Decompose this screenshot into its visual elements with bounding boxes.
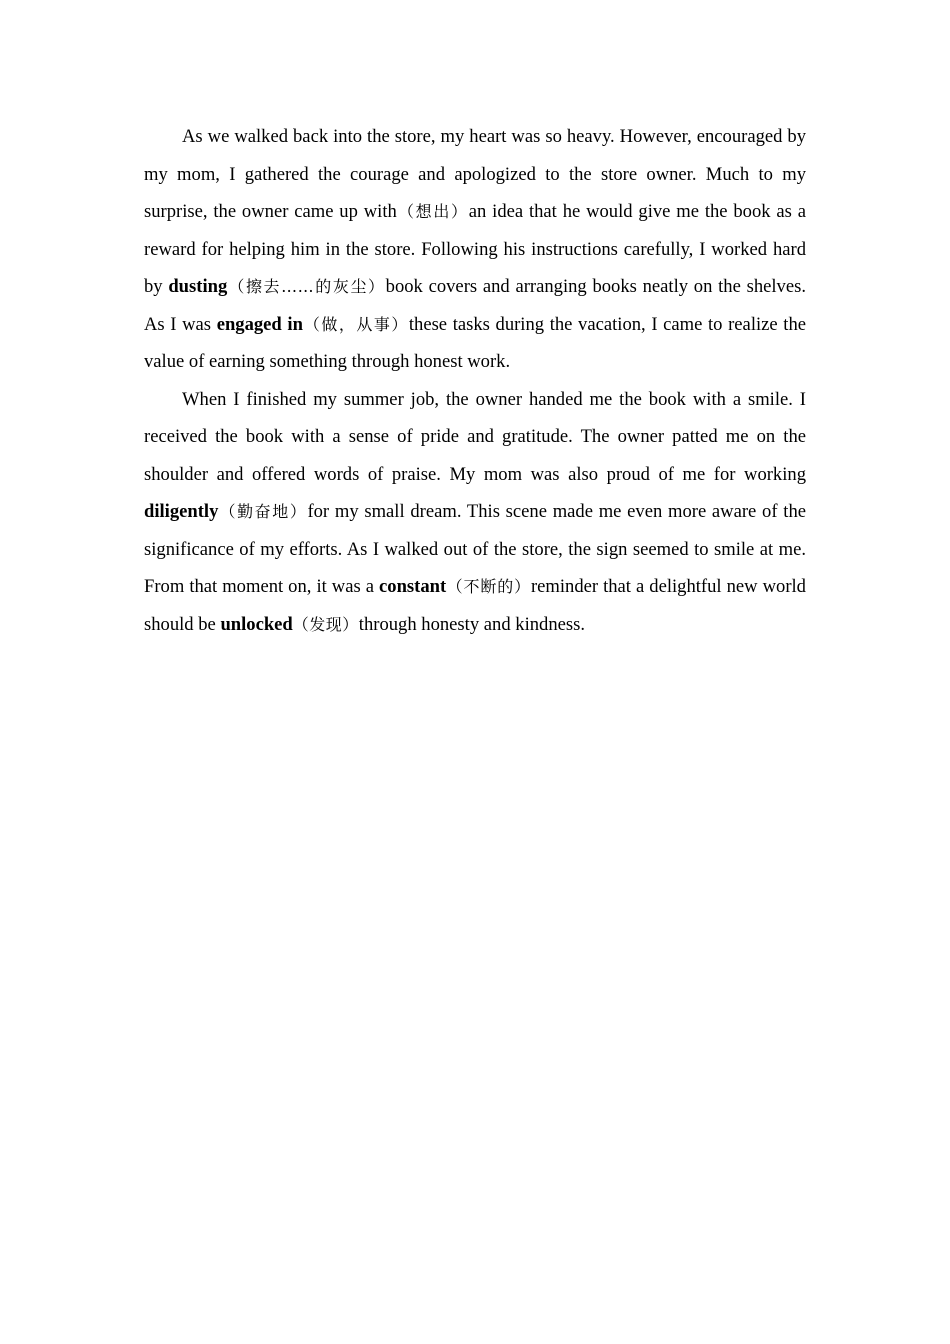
chinese-gloss: （不断的） — [446, 577, 531, 596]
chinese-gloss: （做，从事） — [302, 314, 409, 334]
vocab-word-constant: constant — [379, 576, 447, 597]
chinese-gloss: （想出） — [396, 202, 469, 221]
vocab-word-engaged-in: engaged in — [216, 313, 303, 335]
text-segment: for my small dream. This scene made me even more aware of the significance of my efforts. As I walked out of the store, the sign seemed to smile at me. From that moment on, it was a — [144, 501, 806, 597]
text-segment: book covers and arranging books neatly on the shelves. As I was — [144, 276, 806, 335]
text-segment: reminder that a delightful new world should be — [144, 576, 806, 635]
text-segment: these tasks during the vacation, I came to realize the value of earning something through honest work. — [144, 313, 807, 372]
story-text — [144, 118, 806, 643]
chinese-gloss: （勤奋地） — [218, 502, 308, 521]
vocab-word-diligently: diligently — [144, 501, 219, 522]
text-segment: As we walked back into the store, my heart was so heavy. However, encouraged by my mom, I gathered the courage and apologized to the store owner. Much to my surprise, the owner came up with — [144, 126, 806, 222]
paragraph-1 — [144, 118, 806, 381]
vocab-word-dusting: dusting — [168, 276, 228, 297]
paragraph-2 — [144, 381, 806, 644]
chinese-gloss: （发现） — [292, 614, 359, 634]
vocab-word-unlocked: unlocked — [220, 613, 293, 635]
chinese-gloss: （擦去……的灰尘） — [227, 277, 386, 296]
text-segment: through honesty and kindness. — [358, 613, 585, 635]
text-segment: When I finished my summer job, the owner handed me the book with a smile. I received the book with a sense of pride and gratitude. The owner patted me on the shoulder and offered words of praise. My mom was also proud of me for working — [144, 388, 806, 485]
text-segment: an idea that he would give me the book as a reward for helping him in the store. Following his instructions carefully, I worked hard by — [144, 201, 806, 297]
